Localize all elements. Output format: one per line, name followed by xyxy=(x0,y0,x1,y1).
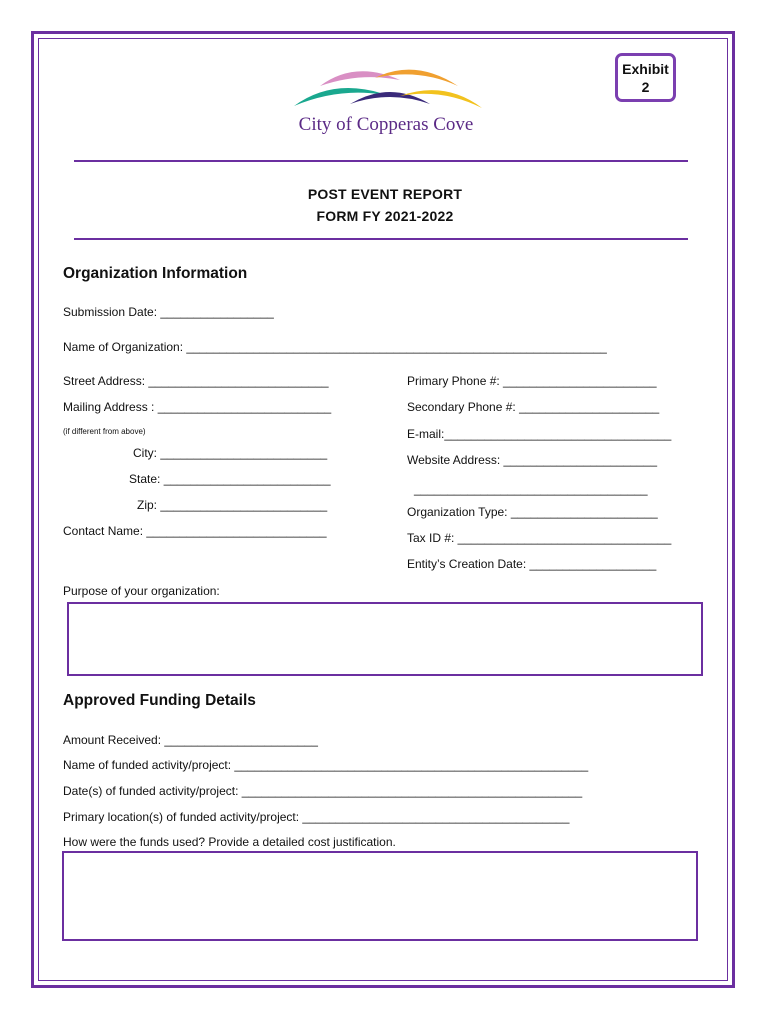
purpose-textbox[interactable] xyxy=(67,602,703,676)
submission-date-field[interactable]: Submission Date: _________________ xyxy=(63,305,274,319)
report-title: POST EVENT REPORT xyxy=(307,186,463,202)
street-address-field[interactable]: Street Address: ___________________________ xyxy=(63,374,329,388)
purpose-label: Purpose of your organization: xyxy=(63,584,220,598)
amount-received-field[interactable]: Amount Received: _______________________ xyxy=(63,733,318,747)
creation-date-field[interactable]: Entity’s Creation Date: ___________________ xyxy=(407,557,657,571)
section-heading-organization: Organization Information xyxy=(63,265,248,282)
activity-location-field[interactable]: Primary location(s) of funded activity/project: ________________________________________ xyxy=(63,810,570,824)
tax-id-field[interactable]: Tax ID #: ________________________________ xyxy=(407,531,672,545)
section-heading-funding: Approved Funding Details xyxy=(63,692,256,709)
exhibit-text: Exhibit xyxy=(622,61,669,77)
website-field[interactable]: Website Address: _______________________ xyxy=(407,453,657,467)
exhibit-number: 2 xyxy=(641,79,650,95)
funds-used-textbox[interactable] xyxy=(62,851,698,941)
mailing-address-field[interactable]: Mailing Address : __________________________ xyxy=(63,400,332,414)
funds-used-label: How were the funds used? Provide a detailed cost justification. xyxy=(63,835,396,849)
organization-type-field[interactable]: Organization Type: ______________________ xyxy=(407,505,658,519)
exhibit-label xyxy=(615,53,676,102)
divider-top xyxy=(74,160,688,162)
state-field[interactable]: State: _________________________ xyxy=(129,472,331,486)
city-field[interactable]: City: _________________________ xyxy=(133,446,328,460)
secondary-phone-field[interactable]: Secondary Phone #: _____________________ xyxy=(407,400,660,414)
activity-name-field[interactable]: Name of funded activity/project: _____________________________________________________ xyxy=(63,758,589,772)
divider-bottom xyxy=(74,238,688,240)
zip-field[interactable]: Zip: _________________________ xyxy=(137,498,328,512)
activity-dates-field[interactable]: Date(s) of funded activity/project: ___________________________________________________ xyxy=(63,784,583,798)
report-subtitle: FORM FY 2021-2022 xyxy=(316,208,454,224)
primary-phone-field[interactable]: Primary Phone #: _______________________ xyxy=(407,374,657,388)
city-logo-text: City of Copperas Cove xyxy=(298,114,474,135)
organization-name-field[interactable]: Name of Organization: _______________________________________________________________ xyxy=(63,340,607,354)
email-field[interactable]: E-mail:__________________________________ xyxy=(407,427,672,441)
website-field-line2[interactable]: ___________________________________ xyxy=(414,482,648,496)
mailing-note: (if different from above) xyxy=(63,427,146,436)
contact-name-field[interactable]: Contact Name: ___________________________ xyxy=(63,524,327,538)
